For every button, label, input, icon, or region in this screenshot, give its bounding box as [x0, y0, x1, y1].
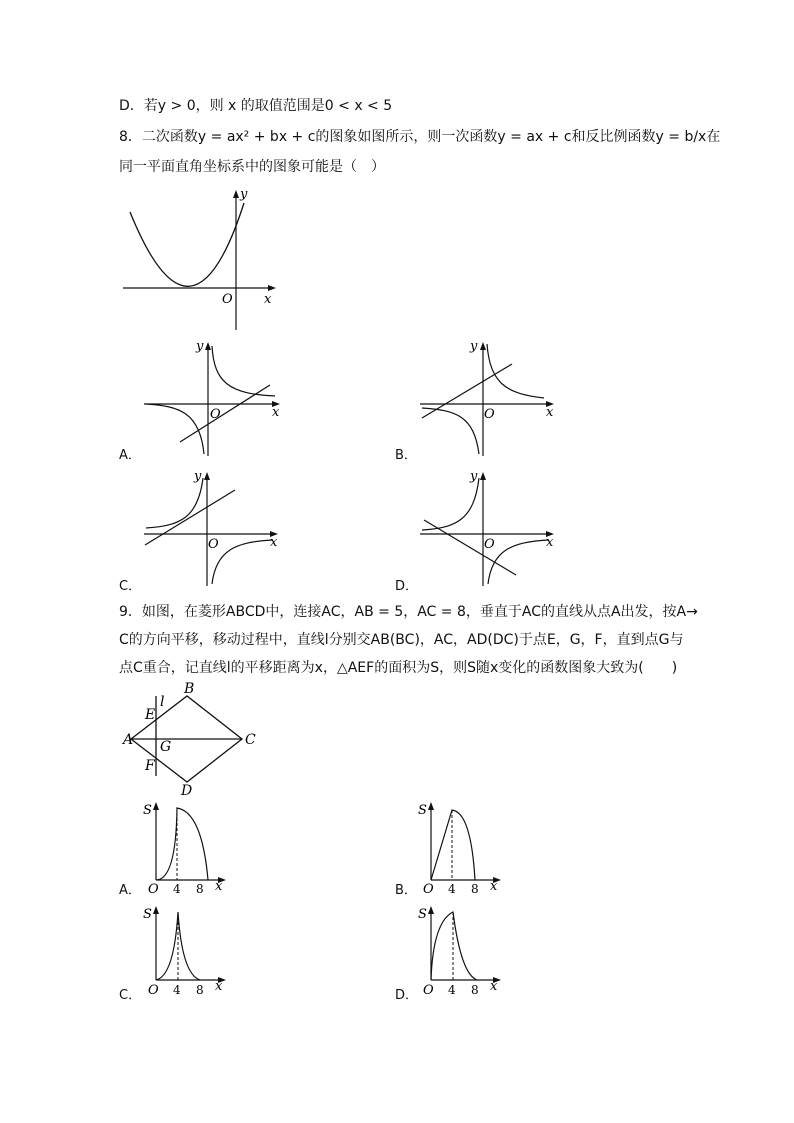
rhombus-figure: [118, 680, 268, 798]
origin-label: O: [423, 882, 434, 897]
q8-option-d-label: D．: [395, 579, 419, 594]
origin-label: O: [423, 983, 434, 998]
y-axis-label: y: [470, 469, 478, 484]
s-axis-label: S: [143, 803, 152, 818]
question-9-stem-line2: C的方向平移，移动过程中，直线l分别交AB(BC)，AC，AD(DC)于点E，G，F，直到点G与: [119, 632, 684, 648]
origin-label: O: [484, 537, 495, 552]
q8-option-b-label: B．: [395, 448, 417, 463]
x-axis-label: x: [272, 405, 280, 420]
q9-option-d-label: D．: [395, 988, 419, 1003]
x-axis-label: x: [264, 292, 272, 307]
y-axis-label: y: [240, 187, 248, 202]
point-g-label: G: [160, 739, 172, 755]
y-axis-label: y: [194, 469, 202, 484]
q9-option-b-label: B．: [395, 883, 417, 898]
q9-option-c-label: C．: [119, 988, 142, 1003]
q8-option-c-label: C．: [119, 579, 142, 594]
q8-option-c-graph: [140, 468, 290, 588]
origin-label: O: [484, 407, 495, 422]
question-9-stem-line1: 9．如图，在菱形ABCD中，连接AC，AB = 5，AC = 8，垂直于AC的直线从点A出发，按A→: [119, 604, 698, 620]
question-8-stem-line1: 8．二次函数y = ax² + bx + c的图象如图所示，则一次函数y = ax + c和反比例函数y = b/x在: [119, 129, 721, 145]
x-axis-label: x: [215, 879, 223, 894]
origin-label: O: [148, 882, 159, 897]
point-c-label: C: [245, 732, 256, 748]
x-axis-label: x: [546, 535, 554, 550]
x-axis-label: x: [215, 979, 223, 994]
origin-label: O: [222, 292, 233, 307]
s-axis-label: S: [143, 907, 152, 922]
x-axis-label: x: [546, 405, 554, 420]
point-f-label: F: [145, 758, 155, 774]
q9-option-a-graph: [140, 798, 240, 898]
question-8-stem-line2: 同一平面直角坐标系中的图象可能是（ ）: [119, 159, 385, 175]
x-axis-label: x: [490, 979, 498, 994]
tick-4: 4: [448, 882, 456, 896]
x-axis-label: x: [270, 535, 278, 550]
point-b-label: B: [184, 681, 195, 697]
q9-option-a-label: A．: [119, 883, 141, 898]
tick-4: 4: [448, 983, 456, 997]
q8-option-b-graph: [416, 338, 566, 458]
tick-4: 4: [173, 983, 181, 997]
question-9-stem-line3: 点C重合，记直线l的平移距离为x，△AEF的面积为S，则S随x变化的函数图象大致为( ): [119, 660, 678, 676]
point-e-label: E: [145, 707, 156, 723]
question-7-option-d: D．若y > 0，则 x 的取值范围是0 < x < 5: [119, 98, 393, 114]
parabola-figure: [120, 185, 280, 335]
tick-8: 8: [196, 983, 204, 997]
q9-option-c-graph: [140, 902, 240, 1002]
point-a-label: A: [123, 732, 134, 748]
q8-option-a-label: A．: [119, 448, 141, 463]
tick-4: 4: [173, 882, 181, 896]
q9-option-d-graph: [415, 902, 515, 1002]
tick-8: 8: [471, 983, 479, 997]
x-axis-label: x: [490, 879, 498, 894]
tick-8: 8: [196, 882, 204, 896]
y-axis-label: y: [470, 339, 478, 354]
point-d-label: D: [181, 783, 193, 798]
s-axis-label: S: [418, 803, 427, 818]
tick-8: 8: [471, 882, 479, 896]
origin-label: O: [208, 537, 219, 552]
s-axis-label: S: [418, 907, 427, 922]
q9-option-b-graph: [415, 798, 515, 898]
line-l-label: l: [160, 694, 165, 710]
q8-option-d-graph: [416, 468, 566, 588]
q8-option-a-graph: [140, 338, 290, 458]
y-axis-label: y: [196, 339, 204, 354]
origin-label: O: [210, 407, 221, 422]
origin-label: O: [148, 983, 159, 998]
